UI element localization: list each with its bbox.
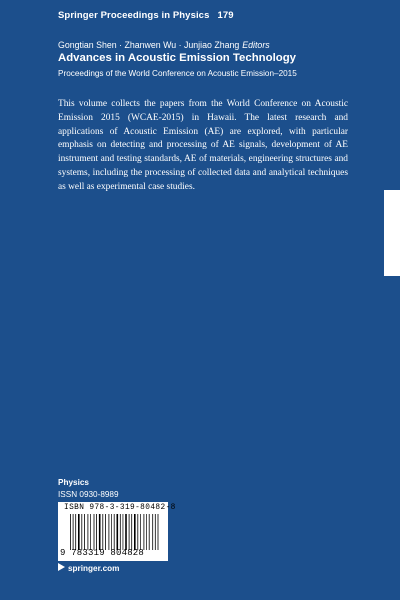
isbn-text: ISBN 978-3-319-80482-8: [64, 504, 176, 512]
editors-role: Editors: [242, 40, 270, 50]
editors-line: [58, 40, 270, 50]
side-tab: [384, 190, 400, 276]
arrow-right-icon: [58, 563, 65, 571]
springer-link[interactable]: [58, 563, 119, 573]
barcode-bars: [70, 514, 160, 550]
isbn-barcode: [58, 502, 176, 561]
springer-link-text: springer.com: [68, 564, 120, 573]
issn-label: ISSN 0930-8989: [58, 490, 119, 499]
series-header: [58, 10, 234, 21]
editors-names: Gongtian Shen · Zhanwen Wu · Junjiao Zhang: [58, 40, 240, 50]
subject-label: Physics: [58, 478, 89, 487]
book-title: Advances in Acoustic Emission Technology: [58, 52, 296, 64]
book-description: This volume collects the papers from the World Conference on Acoustic Emission 2015 (WCAE-2015) in Hawaii. The latest research and applications of Acoustic Emission (AE) are explored, with particular emphasis on detecting and processing of AE signals, development of AE instrument and testing standards, AE of materials, engineering structures and systems, including the processing of collected data and analytical techniques as well as experimental case studies.: [58, 99, 348, 192]
series-volume: 179: [217, 10, 234, 21]
barcode-digits: 9 783319 804828: [60, 548, 145, 558]
book-subtitle: Proceedings of the World Conference on Acoustic Emission–2015: [58, 69, 297, 78]
series-name: Springer Proceedings in Physics: [58, 10, 210, 21]
